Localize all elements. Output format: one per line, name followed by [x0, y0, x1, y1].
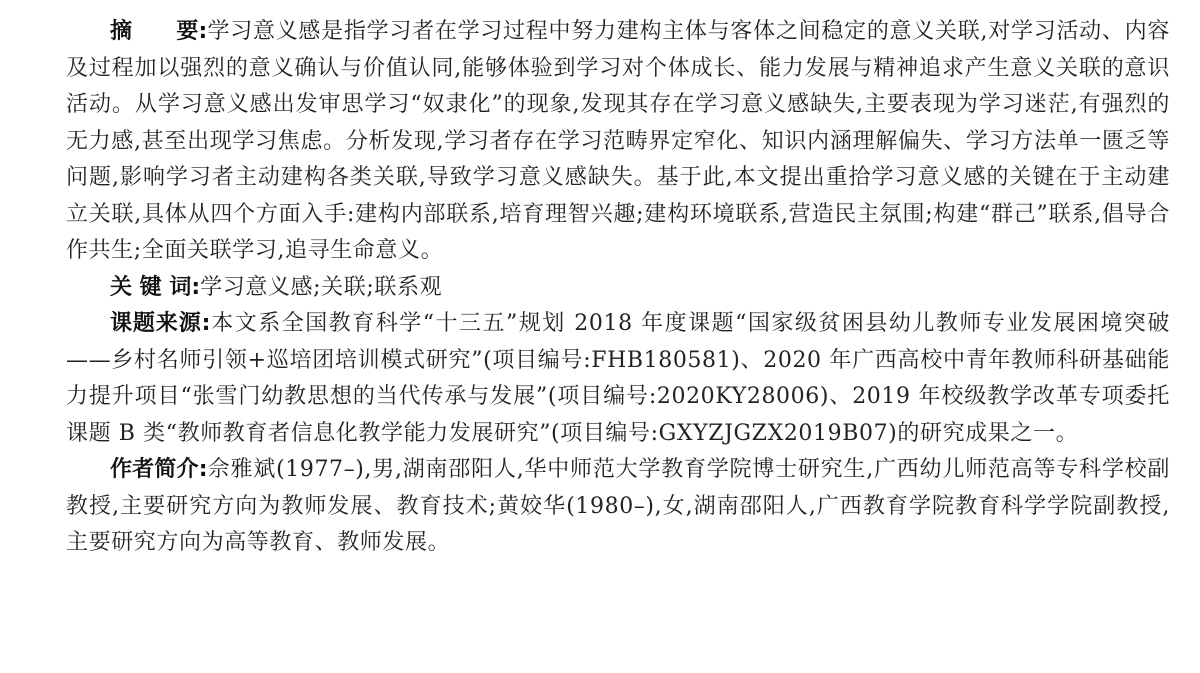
keywords-paragraph: [66, 270, 1170, 307]
author-bio-label: 作者简介:: [110, 457, 208, 482]
article-front-matter: [66, 14, 1170, 562]
funding-text: 本文系全国教育科学“十三五”规划 2018 年度课题“国家级贫困县幼儿教师专业发展困境突破——乡村名师引领+巡培团培训模式研究”(项目编号:FHB180581)、2020 年广西高校中青年教师科研基础能力提升项目“张雪门幼教思想的当代传承与发展”(项目编号:2020KY28006)、2019 年校级教学改革专项委托课题 B 类“教师教育者信息化教学能力发展研究”(项目编号:GXYZJGZX2019B07)的研究成果之一。: [66, 311, 1170, 446]
keywords-label: 关 键 词:: [110, 274, 201, 300]
abstract-paragraph: [66, 14, 1170, 270]
abstract-label: 摘 要:: [110, 19, 208, 44]
author-bio-text: 佘雅斌(1977–),男,湖南邵阳人,华中师范大学教育学院博士研究生,广西幼儿师范高等专科学校副教授,主要研究方向为教师发展、教育技术;黄姣华(1980–),女,湖南邵阳人,广西教育学院教育科学学院副教授,主要研究方向为高等教育、教师发展。: [66, 457, 1170, 555]
funding-label: 课题来源:: [110, 311, 211, 336]
funding-paragraph: [66, 306, 1170, 452]
abstract-text: 学习意义感是指学习者在学习过程中努力建构主体与客体之间稳定的意义关联,对学习活动、内容及过程加以强烈的意义确认与价值认同,能够体验到学习对个体成长、能力发展与精神追求产生意义关联的意识活动。从学习意义感出发审思学习“奴隶化”的现象,发现其存在学习意义感缺失,主要表现为学习迷茫,有强烈的无力感,甚至出现学习焦虑。分析发现,学习者存在学习范畴界定窄化、知识内涵理解偏失、学习方法单一匮乏等问题,影响学习者主动建构各类关联,导致学习意义感缺失。基于此,本文提出重拾学习意义感的关键在于主动建立关联,具体从四个方面入手:建构内部联系,培育理智兴趣;建构环境联系,营造民主氛围;构建“群己”联系,倡导合作共生;全面关联学习,追寻生命意义。: [66, 19, 1170, 263]
author-bio-paragraph: [66, 452, 1170, 562]
keywords-text: 学习意义感;关联;联系观: [200, 274, 443, 300]
